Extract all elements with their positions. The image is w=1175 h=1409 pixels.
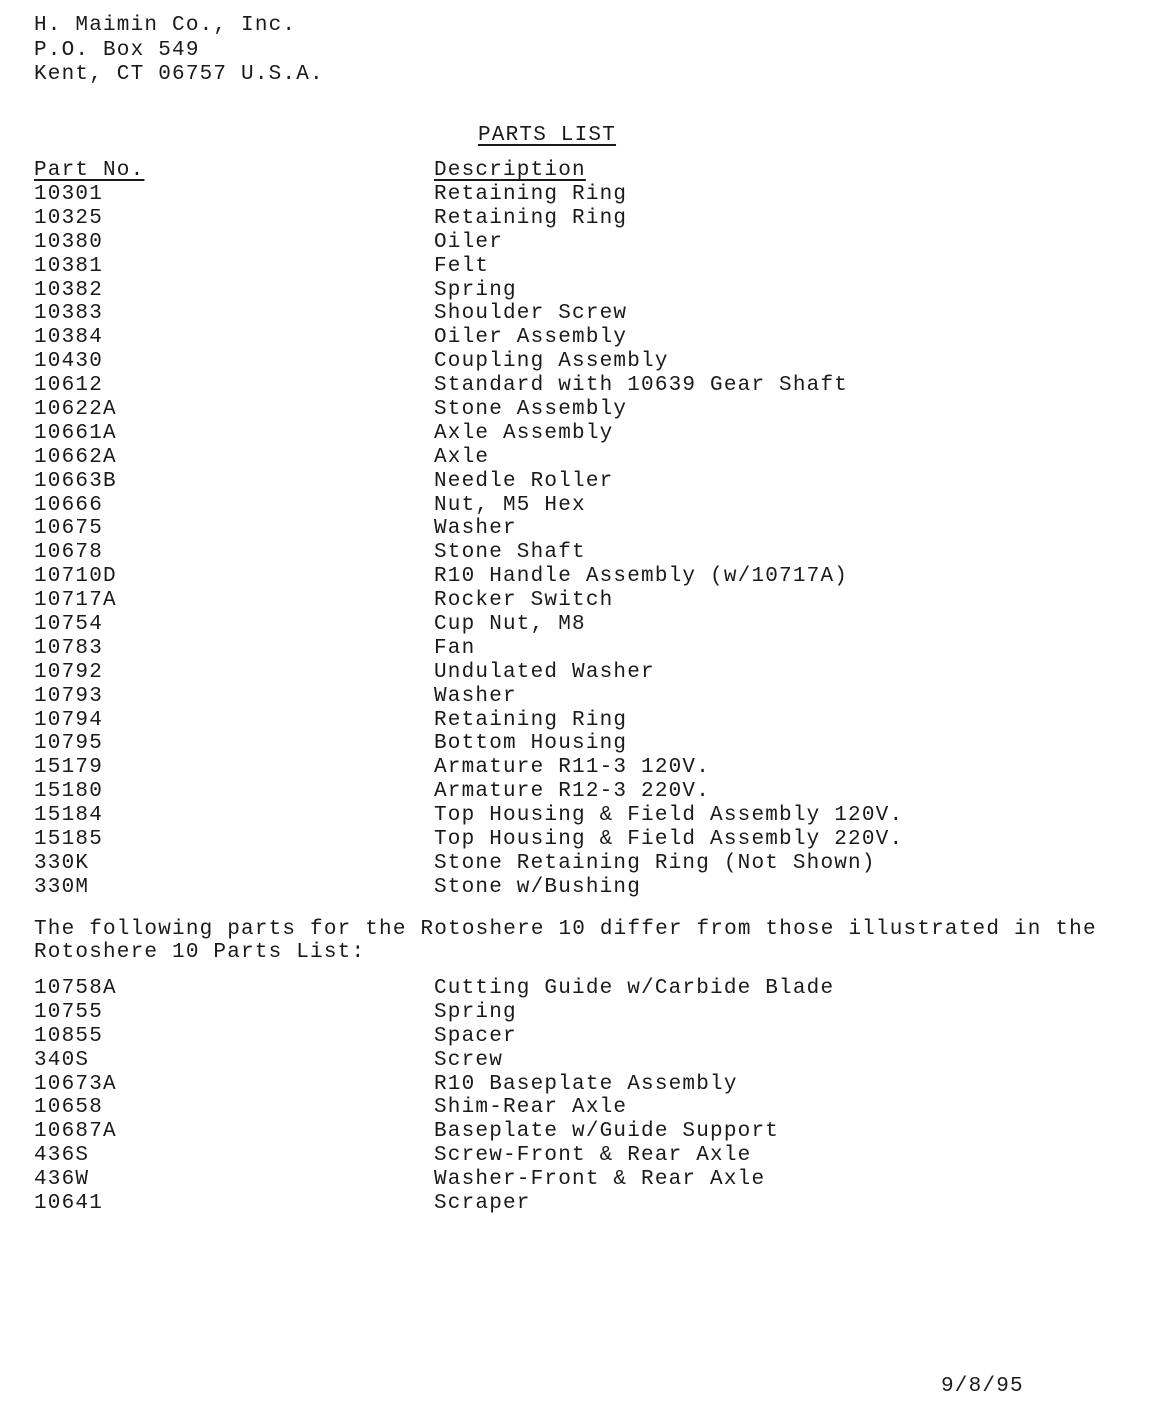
part-description: Fan — [434, 636, 476, 660]
part-description: Coupling Assembly — [434, 350, 669, 374]
table-row — [34, 876, 1134, 900]
table-row — [34, 517, 1134, 541]
part-number: 10666 — [34, 493, 104, 517]
part-number: 10792 — [34, 660, 104, 684]
table-row — [34, 302, 1134, 326]
part-number: 10662A — [34, 445, 117, 469]
part-description: Oiler Assembly — [434, 326, 628, 350]
table-row — [34, 828, 1134, 852]
part-number: 10612 — [34, 374, 104, 398]
part-description: Baseplate w/Guide Support — [434, 1120, 780, 1144]
table-row — [34, 207, 1134, 231]
table-row — [34, 1073, 1134, 1097]
table-row — [34, 1049, 1134, 1073]
page-title: PARTS LIST — [478, 124, 617, 147]
table-row — [34, 374, 1134, 398]
part-number: 10855 — [34, 1024, 104, 1048]
part-number: 15185 — [34, 828, 104, 852]
part-number: 10794 — [34, 708, 104, 732]
part-description: Stone Shaft — [434, 541, 586, 565]
part-description: Screw — [434, 1048, 504, 1072]
table-row — [34, 613, 1134, 637]
table-row — [34, 398, 1134, 422]
document-date: 9/8/95 — [941, 1375, 1024, 1398]
table-row — [34, 804, 1134, 828]
part-number: 10325 — [34, 206, 104, 230]
part-description: Shoulder Screw — [434, 302, 628, 326]
table-row — [34, 1192, 1134, 1216]
company-city: Kent, CT 06757 U.S.A. — [34, 63, 324, 86]
table-row — [34, 541, 1134, 565]
part-number: 10381 — [34, 254, 104, 278]
part-description: Axle — [434, 445, 490, 469]
company-name: H. Maimin Co., Inc. — [34, 14, 297, 37]
part-description: Washer — [434, 684, 517, 708]
table-row — [34, 852, 1134, 876]
part-number: 10795 — [34, 732, 104, 756]
table-row — [34, 637, 1134, 661]
part-description: Spring — [434, 278, 517, 302]
parts-table — [34, 183, 1134, 900]
part-number: 10710D — [34, 565, 117, 589]
table-row — [34, 231, 1134, 255]
part-description: Cutting Guide w/Carbide Blade — [434, 977, 835, 1000]
description-header: Description — [434, 159, 586, 182]
part-description: Nut, M5 Hex — [434, 493, 586, 517]
part-number: 10758A — [34, 977, 117, 1000]
part-description: Stone Assembly — [434, 398, 628, 422]
table-row — [34, 1120, 1134, 1144]
part-description: Axle Assembly — [434, 421, 614, 445]
part-description: Armature R11-3 120V. — [434, 756, 711, 780]
part-number: 10687A — [34, 1120, 117, 1144]
part-number: 330M — [34, 875, 90, 899]
part-description: Bottom Housing — [434, 732, 628, 756]
part-number: 10641 — [34, 1192, 104, 1216]
part-number: 10663B — [34, 469, 117, 493]
part-description: Needle Roller — [434, 469, 614, 493]
part-number: 10383 — [34, 302, 104, 326]
part-number: 10382 — [34, 278, 104, 302]
part-description: Stone Retaining Ring (Not Shown) — [434, 851, 876, 875]
differences-note: The following parts for the Rotoshere 10 differ from those illustrated in the Rotoshere 10 Parts List: — [34, 918, 1111, 964]
part-number: 10658 — [34, 1096, 104, 1120]
table-row — [34, 1168, 1134, 1192]
extra-parts-table — [34, 977, 1134, 1216]
table-row — [34, 422, 1134, 446]
part-description: Retaining Ring — [434, 206, 628, 230]
part-description: Spacer — [434, 1024, 517, 1048]
table-row — [34, 780, 1134, 804]
part-description: Screw-Front & Rear Axle — [434, 1144, 752, 1168]
part-number: 340S — [34, 1048, 90, 1072]
table-row — [34, 977, 1134, 1001]
table-row — [34, 756, 1134, 780]
part-no-header: Part No. — [34, 159, 145, 182]
table-row — [34, 350, 1134, 374]
part-description: Oiler — [434, 230, 504, 254]
part-description: Standard with 10639 Gear Shaft — [434, 374, 849, 398]
part-description: Undulated Washer — [434, 660, 655, 684]
part-description: Retaining Ring — [434, 183, 628, 206]
part-number: 330K — [34, 851, 90, 875]
table-row — [34, 709, 1134, 733]
part-description: Rocker Switch — [434, 589, 614, 613]
table-row — [34, 183, 1134, 207]
part-number: 15179 — [34, 756, 104, 780]
table-row — [34, 1025, 1134, 1049]
table-row — [34, 494, 1134, 518]
table-row — [34, 1096, 1134, 1120]
part-description: Shim-Rear Axle — [434, 1096, 628, 1120]
part-description: R10 Baseplate Assembly — [434, 1072, 738, 1096]
part-description: Retaining Ring — [434, 708, 628, 732]
part-number: 10754 — [34, 613, 104, 637]
part-number: 10430 — [34, 350, 104, 374]
part-description: Washer-Front & Rear Axle — [434, 1168, 766, 1192]
part-number: 10380 — [34, 230, 104, 254]
part-number: 10673A — [34, 1072, 117, 1096]
part-number: 10717A — [34, 589, 117, 613]
part-description: Washer — [434, 517, 517, 541]
part-description: Armature R12-3 220V. — [434, 780, 711, 804]
part-description: Cup Nut, M8 — [434, 613, 586, 637]
part-number: 15180 — [34, 780, 104, 804]
table-row — [34, 255, 1134, 279]
table-row — [34, 326, 1134, 350]
table-row — [34, 685, 1134, 709]
part-description: Scraper — [434, 1192, 531, 1216]
table-row — [34, 1144, 1134, 1168]
table-row — [34, 661, 1134, 685]
part-number: 10384 — [34, 326, 104, 350]
table-row — [34, 565, 1134, 589]
table-row — [34, 279, 1134, 303]
part-number: 10301 — [34, 183, 104, 206]
company-po-box: P.O. Box 549 — [34, 38, 200, 62]
part-description: R10 Handle Assembly (w/10717A) — [434, 565, 849, 589]
part-description: Top Housing & Field Assembly 220V. — [434, 828, 904, 852]
table-row — [34, 470, 1134, 494]
part-number: 10675 — [34, 517, 104, 541]
part-number: 10661A — [34, 421, 117, 445]
part-number: 10793 — [34, 684, 104, 708]
part-description: Felt — [434, 254, 490, 278]
part-description: Stone w/Bushing — [434, 875, 642, 899]
table-row — [34, 732, 1134, 756]
part-number: 10783 — [34, 636, 104, 660]
table-row — [34, 1001, 1134, 1025]
part-number: 15184 — [34, 804, 104, 828]
company-address — [34, 14, 324, 88]
part-number: 10678 — [34, 541, 104, 565]
part-description: Spring — [434, 1000, 517, 1024]
part-number: 10622A — [34, 398, 117, 422]
part-number: 436W — [34, 1168, 90, 1192]
part-description: Top Housing & Field Assembly 120V. — [434, 804, 904, 828]
table-row — [34, 589, 1134, 613]
table-row — [34, 446, 1134, 470]
part-number: 436S — [34, 1144, 90, 1168]
part-number: 10755 — [34, 1000, 104, 1024]
